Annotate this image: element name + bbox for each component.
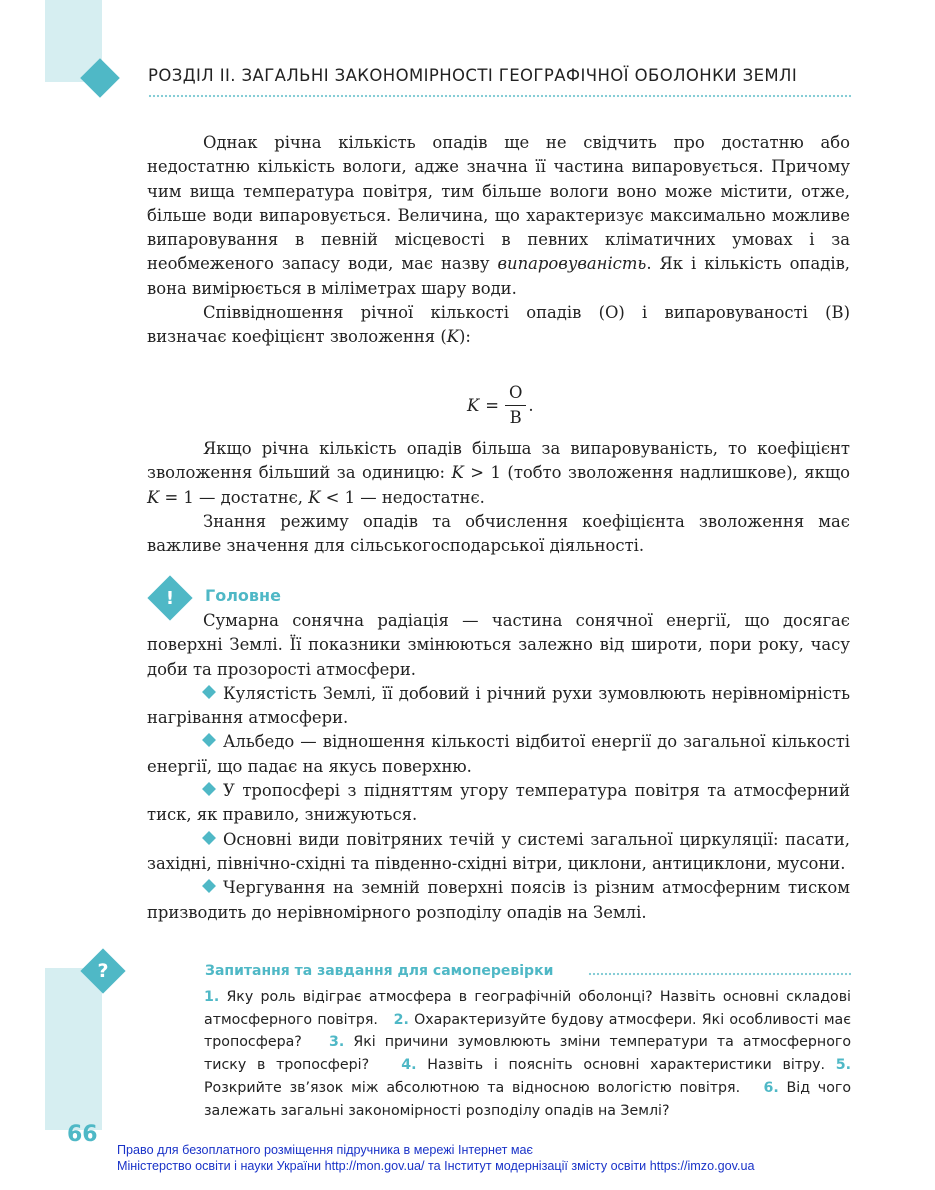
bottom-decor-panel [45, 968, 102, 1130]
paragraph-evaporation: Однак річна кількість опадів ще не свідчить про достатню або недостатню кількість вологи, адже значна її частина випаровується. Причому чим вища температура повітря, тим більше вологи воно може містити, отже, більше води випаровується. Величина, що характеризує максимально можливе випаровування в певній місцевості в певних кліматичних умовах і за необмеженого запасу води, має назву випаровуваність. Як і кількість опадів, вона вимірюється в міліметрах шару води. [147, 133, 851, 298]
questions-dotted-rule [588, 972, 851, 976]
footer-line-1: Право для безоплатного розміщення підручника в мережі Інтернет має [117, 1143, 533, 1157]
question-number: 5. [835, 1057, 851, 1074]
body-text-upper [147, 131, 850, 350]
main-points-intro: Сумарна сонячна радіація — частина сонячної енергії, що досягає поверхні Землі. Її показники змінюються залежно від широти, пори року, часу доби та прозорості атмосфери. [147, 611, 850, 679]
humidity-coefficient-formula [467, 383, 534, 428]
header-dotted-rule [148, 94, 851, 98]
footer-line-2: Міністерство освіти і науки України http://mon.gov.ua/ та Інститут модернізації змісту освіти https://imzo.gov.ua [117, 1158, 755, 1173]
question-number: 3. [329, 1034, 345, 1051]
term-evaporability: випаровуваність [497, 254, 647, 274]
main-point-item: Чергування на земній поверхні поясів із різним атмосферним тиском призводить до нерівномірного розподілу опадів на Землі. [147, 878, 850, 922]
formula-denominator: В [509, 408, 522, 427]
main-points-heading: Головне [205, 586, 281, 605]
main-point-item: Альбедо — відношення кількості відбитої енергії до загальної кількості енергії, що падає на якусь поверхню. [147, 732, 850, 776]
question-text: Яку роль відіграє атмосфера в географічній оболонці? Назвіть основні складові атмосферного повітря. [204, 989, 852, 1028]
questions-heading: Запитання та завдання для самоперевірки [205, 963, 554, 979]
formula-equals: = [485, 396, 499, 415]
question-text: Охарактеризуйте будову атмосфери. Які особливості має тропосфера? [204, 1011, 852, 1051]
question-mark-icon: ? [97, 960, 109, 982]
body-text-lower [147, 437, 850, 558]
question-number: 2. [393, 1011, 409, 1028]
main-point-item: Основні види повітряних течій у системі загальної циркуляції: пасати, західні, північно-східні та південно-східні вітри, циклони, антициклони, мусони. [147, 829, 850, 873]
question-text: Які причини зумовлюють зміни температури та атмосферного тиску в тропосфері? [204, 1034, 852, 1074]
question-text: Розкрийте зв’язок між абсолютною та відносною вологістю повітря. [204, 1079, 741, 1096]
formula-period: . [528, 396, 534, 415]
questions-text [204, 986, 851, 1122]
main-point-item: Кулястість Землі, її добовий і річний рухи зумовлюють нерівномірність нагрівання атмосфери. [147, 683, 850, 728]
formula-lhs: K [467, 396, 480, 415]
bullet-diamond-icon [202, 734, 216, 748]
question-text: Назвіть і поясніть основні характеристики вітру. [427, 1057, 825, 1074]
page-number: 66 [67, 1122, 98, 1147]
question-number: 1. [204, 989, 220, 1005]
question-number: 6. [763, 1079, 779, 1096]
exclamation-icon: ! [165, 587, 175, 609]
bullet-diamond-icon [202, 685, 216, 699]
bullet-diamond-icon [202, 831, 216, 845]
footer-notice [117, 1143, 754, 1174]
formula-fraction [505, 383, 526, 428]
question-text: Від чого залежать загальні закономірності розподілу опадів на Землі? [204, 1079, 852, 1119]
main-points-text [147, 609, 850, 925]
section-title: РОЗДІЛ ІІ. ЗАГАЛЬНІ ЗАКОНОМІРНОСТІ ГЕОГРАФІЧНОЇ ОБОЛОНКИ ЗЕМЛІ [148, 66, 798, 85]
formula-numerator: О [505, 383, 526, 406]
question-number: 4. [401, 1057, 417, 1074]
bullet-diamond-icon [202, 879, 216, 893]
bullet-diamond-icon [202, 782, 216, 796]
paragraph-ratio: Співвідношення річної кількості опадів (О) і випаровуваності (В) визначає коефіцієнт зволоження (K): [147, 303, 850, 347]
paragraph-agriculture: Знання режиму опадів та обчислення коефіцієнта зволоження має важливе значення для сільськогосподарської діяльності. [147, 511, 850, 556]
paragraph-coefficient-values: Якщо річна кількість опадів більша за випаровуваність, то коефіцієнт зволоження більший за одиницю: K > 1 (тобто зволоження надлишкове), якщо K = 1 — достатнє, K < 1 — недостатнє. [147, 439, 850, 507]
main-point-item: У тропосфері з підняттям угору температура повітря та атмосферний тиск, як правило, знижуються. [147, 781, 850, 825]
